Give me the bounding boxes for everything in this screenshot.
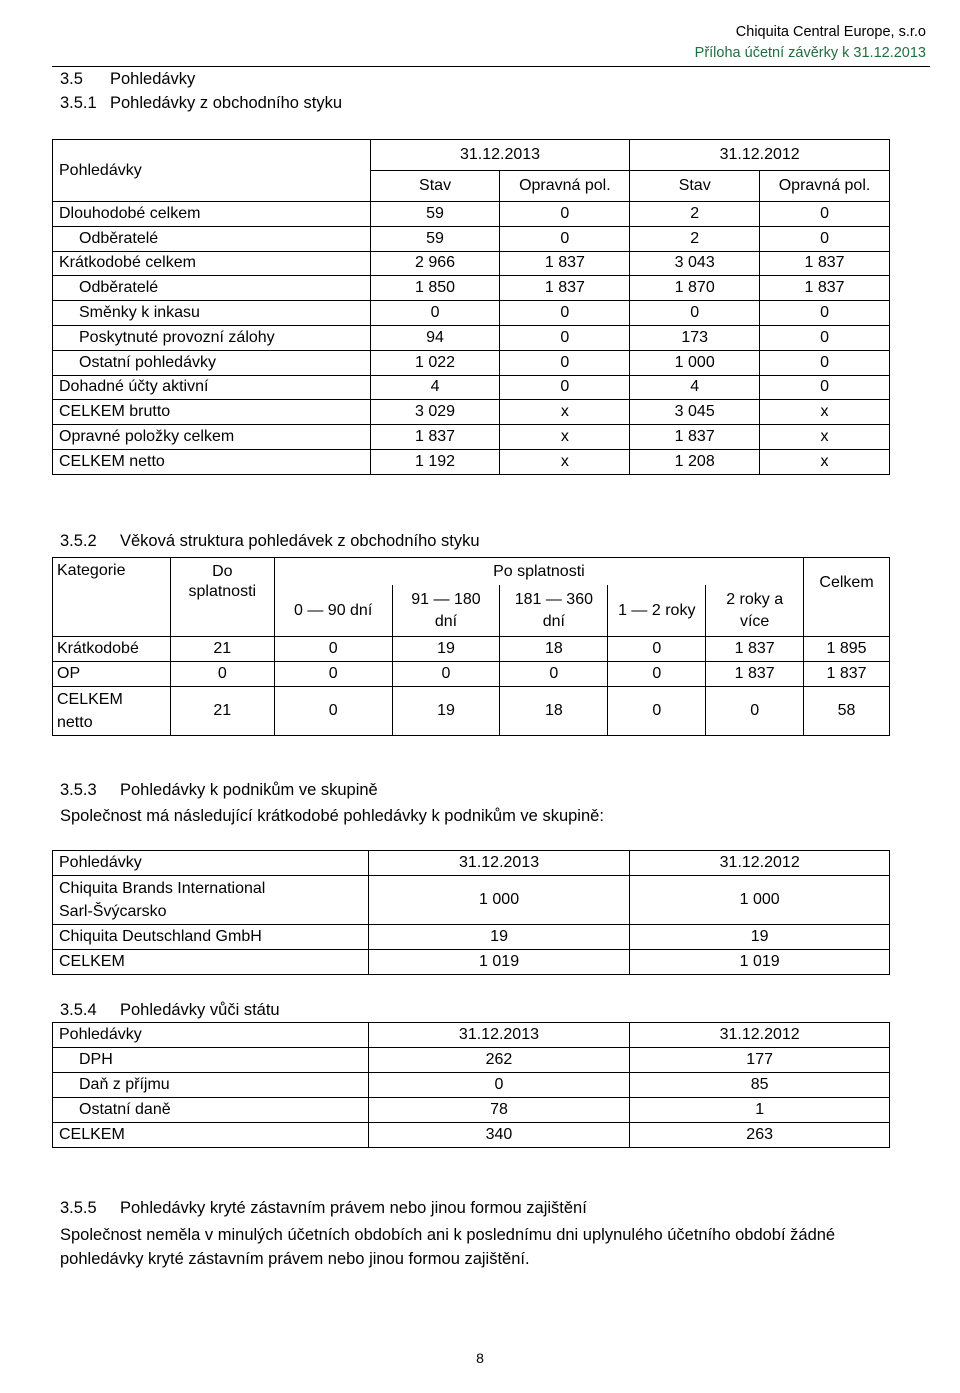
table-row — [53, 251, 890, 276]
section-number: 3.5.2 — [60, 532, 97, 550]
cell: 18 — [500, 637, 608, 662]
cell: x — [760, 425, 890, 450]
row-label: Daň z příjmu — [53, 1073, 369, 1098]
header-2013: 31.12.2013 — [368, 851, 630, 876]
header-2-roky — [706, 585, 804, 636]
cell: 18 — [500, 687, 608, 736]
cell: 21 — [170, 637, 274, 662]
page-number: 8 — [476, 1350, 484, 1366]
row-label: Ostatní daně — [53, 1098, 369, 1123]
cell: 0 — [370, 301, 500, 326]
cell: 0 — [760, 301, 890, 326]
section-title: Pohledávky z obchodního styku — [110, 94, 343, 112]
cell: 19 — [392, 687, 500, 736]
section-number: 3.5.3 — [60, 781, 97, 799]
header-celkem: Celkem — [804, 558, 890, 637]
cell: 0 — [760, 226, 890, 251]
cell: 1 850 — [370, 276, 500, 301]
cell: 19 — [368, 925, 630, 950]
cell: 59 — [370, 226, 500, 251]
cell: 0 — [500, 350, 630, 375]
cell: 2 — [630, 202, 760, 227]
cell: 263 — [630, 1123, 890, 1148]
section-heading-3-5-2 — [60, 532, 480, 551]
cell: 0 — [630, 301, 760, 326]
section-title: Pohledávky — [110, 70, 196, 88]
cell: 0 — [274, 662, 392, 687]
row-label: CELKEM — [53, 1123, 369, 1148]
aging-table-body — [53, 637, 890, 687]
header-subtitle: Příloha účetní závěrky k 31.12.2013 — [694, 45, 926, 61]
section-number: 3.5.4 — [60, 1001, 97, 1019]
header-2-roky-line2: více — [739, 612, 770, 630]
header-2-roky-line1: 2 roky a — [726, 590, 784, 608]
cell: 1 192 — [370, 449, 500, 474]
section-title: Pohledávky kryté zástavním právem nebo jinou formou zajištění — [120, 1199, 587, 1217]
cell: 1 837 — [706, 637, 804, 662]
cell: 0 — [500, 301, 630, 326]
paragraph-3-5-3: Společnost má následující krátkodobé pohledávky k podnikům ve skupině: — [60, 807, 604, 825]
cell: 0 — [608, 662, 706, 687]
paragraph-line1: Společnost neměla v minulých účetních obdobích ani k poslednímu dni uplynulého účetního období žádné — [60, 1226, 836, 1244]
row-label: CELKEM — [53, 950, 369, 975]
cell: 3 043 — [630, 251, 760, 276]
header-pohledavky: Pohledávky — [53, 1023, 369, 1048]
header-po-splatnosti: Po splatnosti — [274, 558, 803, 586]
table-row — [53, 449, 890, 474]
cell: 1 837 — [500, 251, 630, 276]
paragraph-line2: pohledávky kryté zástavním právem nebo jinou formou zajištění. — [60, 1250, 530, 1268]
cell: 1 837 — [500, 276, 630, 301]
cell: x — [500, 425, 630, 450]
cell: x — [500, 400, 630, 425]
header-181-360-line2: dní — [542, 612, 565, 630]
cell: 340 — [368, 1123, 630, 1148]
table-row — [53, 1098, 890, 1123]
header-stav: Stav — [370, 171, 500, 202]
cell: 85 — [630, 1073, 890, 1098]
row-label: Krátkodobé — [53, 637, 171, 662]
cell: 0 — [170, 662, 274, 687]
table-row — [53, 202, 890, 227]
table-row — [53, 301, 890, 326]
row-label: Odběratelé — [53, 276, 371, 301]
section-title: Pohledávky k podnikům ve skupině — [120, 781, 378, 799]
header-rule — [52, 66, 930, 67]
header-2013: 31.12.2013 — [368, 1023, 630, 1048]
row-label: Směnky k inkasu — [53, 301, 371, 326]
table-row — [53, 425, 890, 450]
table-row — [53, 325, 890, 350]
cell: 78 — [368, 1098, 630, 1123]
cell: 0 — [500, 325, 630, 350]
cell: 0 — [760, 202, 890, 227]
cell: 1 837 — [760, 276, 890, 301]
cell: 0 — [760, 375, 890, 400]
cell: 0 — [500, 662, 608, 687]
header-do-splatnosti — [170, 558, 274, 637]
section-number: 3.5 — [60, 70, 83, 88]
group-receivables-table — [52, 850, 890, 975]
cell: 1 000 — [368, 876, 630, 925]
page-header — [695, 22, 926, 64]
header-91-180-line1: 91 — 180 — [411, 590, 481, 608]
state-receivables-body — [53, 1048, 890, 1123]
table-row — [53, 400, 890, 425]
row-label: Odběratelé — [53, 226, 371, 251]
cell: 1 837 — [370, 425, 500, 450]
section-number: 3.5.1 — [60, 94, 97, 112]
cell: 3 029 — [370, 400, 500, 425]
row-label: Opravné položky celkem — [53, 425, 371, 450]
header-do: Do — [212, 563, 233, 580]
header-2012: 31.12.2012 — [630, 851, 890, 876]
cell: 0 — [500, 226, 630, 251]
cell: 0 — [368, 1073, 630, 1098]
row-label — [53, 687, 171, 736]
cell: 0 — [392, 662, 500, 687]
table-row — [53, 276, 890, 301]
cell: x — [760, 449, 890, 474]
section-heading-3-5-4 — [60, 1001, 280, 1020]
cell: 3 045 — [630, 400, 760, 425]
cell: 1 208 — [630, 449, 760, 474]
cell: 177 — [630, 1048, 890, 1073]
cell: 1 022 — [370, 350, 500, 375]
cell: 1 837 — [804, 662, 890, 687]
cell: 1 019 — [368, 950, 630, 975]
cell: 1 895 — [804, 637, 890, 662]
header-label: Pohledávky — [53, 140, 371, 202]
header-splatnosti: splatnosti — [188, 583, 257, 600]
header-91-180-line2: dní — [434, 612, 458, 630]
cell: 1 019 — [630, 950, 890, 975]
cell: 262 — [368, 1048, 630, 1073]
cell: x — [760, 400, 890, 425]
cell: 94 — [370, 325, 500, 350]
table-row — [53, 637, 890, 662]
header-opravna: Opravná pol. — [760, 171, 890, 202]
section-heading-3-5-5 — [60, 1199, 587, 1218]
cell: x — [500, 449, 630, 474]
cell: 2 966 — [370, 251, 500, 276]
table-row — [53, 1073, 890, 1098]
receivables-table-body — [53, 202, 890, 475]
cell: 19 — [630, 925, 890, 950]
section-heading-3-5 — [60, 70, 195, 89]
row-label: Poskytnuté provozní zálohy — [53, 325, 371, 350]
cell: 1 870 — [630, 276, 760, 301]
row-label: Chiquita Deutschland GmbH — [53, 925, 369, 950]
row-label — [53, 876, 369, 925]
cell: 0 — [706, 687, 804, 736]
state-receivables-table — [52, 1022, 890, 1148]
cell: 173 — [630, 325, 760, 350]
section-title: Věková struktura pohledávek z obchodního styku — [120, 532, 480, 550]
cell: 2 — [630, 226, 760, 251]
cell: 1 000 — [630, 350, 760, 375]
aging-table — [52, 557, 890, 736]
cell: 0 — [500, 202, 630, 227]
section-number: 3.5.5 — [60, 1199, 97, 1217]
cell: 0 — [760, 350, 890, 375]
section-title: Pohledávky vůči státu — [120, 1001, 280, 1019]
table-row — [53, 662, 890, 687]
cell: 19 — [392, 637, 500, 662]
cell: 1 837 — [706, 662, 804, 687]
cell: 59 — [370, 202, 500, 227]
header-1-2-roky: 1 — 2 roky — [608, 585, 706, 636]
header-kategorie: Kategorie — [53, 558, 171, 637]
row-label: OP — [53, 662, 171, 687]
row-label-line2: netto — [57, 714, 93, 731]
cell: 0 — [608, 687, 706, 736]
header-stav: Stav — [630, 171, 760, 202]
cell: 1 — [630, 1098, 890, 1123]
cell: 0 — [608, 637, 706, 662]
cell: 4 — [630, 375, 760, 400]
cell: 1 000 — [630, 876, 890, 925]
section-heading-3-5-1 — [60, 94, 342, 113]
header-opravna: Opravná pol. — [500, 171, 630, 202]
row-label: Ostatní pohledávky — [53, 350, 371, 375]
header-year-2012: 31.12.2012 — [630, 140, 890, 171]
paragraph-3-5-5 — [60, 1223, 835, 1271]
header-company: Chiquita Central Europe, s.r.o — [735, 24, 926, 40]
header-0-90: 0 — 90 dní — [274, 585, 392, 636]
row-label-line1: Chiquita Brands International — [59, 880, 266, 897]
cell: 1 837 — [630, 425, 760, 450]
cell: 58 — [804, 687, 890, 736]
row-label: CELKEM netto — [53, 449, 371, 474]
receivables-table — [52, 139, 890, 475]
row-label-line2: Sarl-Švýcarsko — [59, 903, 167, 920]
cell: 21 — [170, 687, 274, 736]
row-label: Krátkodobé celkem — [53, 251, 371, 276]
cell: 4 — [370, 375, 500, 400]
header-year-2013: 31.12.2013 — [370, 140, 630, 171]
cell: 0 — [274, 687, 392, 736]
header-91-180 — [392, 585, 500, 636]
table-row — [53, 375, 890, 400]
cell: 0 — [760, 325, 890, 350]
table-row — [53, 1048, 890, 1073]
row-label: Dohadné účty aktivní — [53, 375, 371, 400]
table-row — [53, 350, 890, 375]
table-row — [53, 226, 890, 251]
section-heading-3-5-3 — [60, 781, 378, 800]
cell: 0 — [274, 637, 392, 662]
row-label: CELKEM brutto — [53, 400, 371, 425]
header-2012: 31.12.2012 — [630, 1023, 890, 1048]
cell: 1 837 — [760, 251, 890, 276]
cell: 0 — [500, 375, 630, 400]
row-label-line1: CELKEM — [57, 691, 123, 708]
row-label: DPH — [53, 1048, 369, 1073]
row-label: Dlouhodobé celkem — [53, 202, 371, 227]
header-pohledavky: Pohledávky — [53, 851, 369, 876]
header-181-360-line1: 181 — 360 — [514, 590, 593, 608]
header-181-360 — [500, 585, 608, 636]
